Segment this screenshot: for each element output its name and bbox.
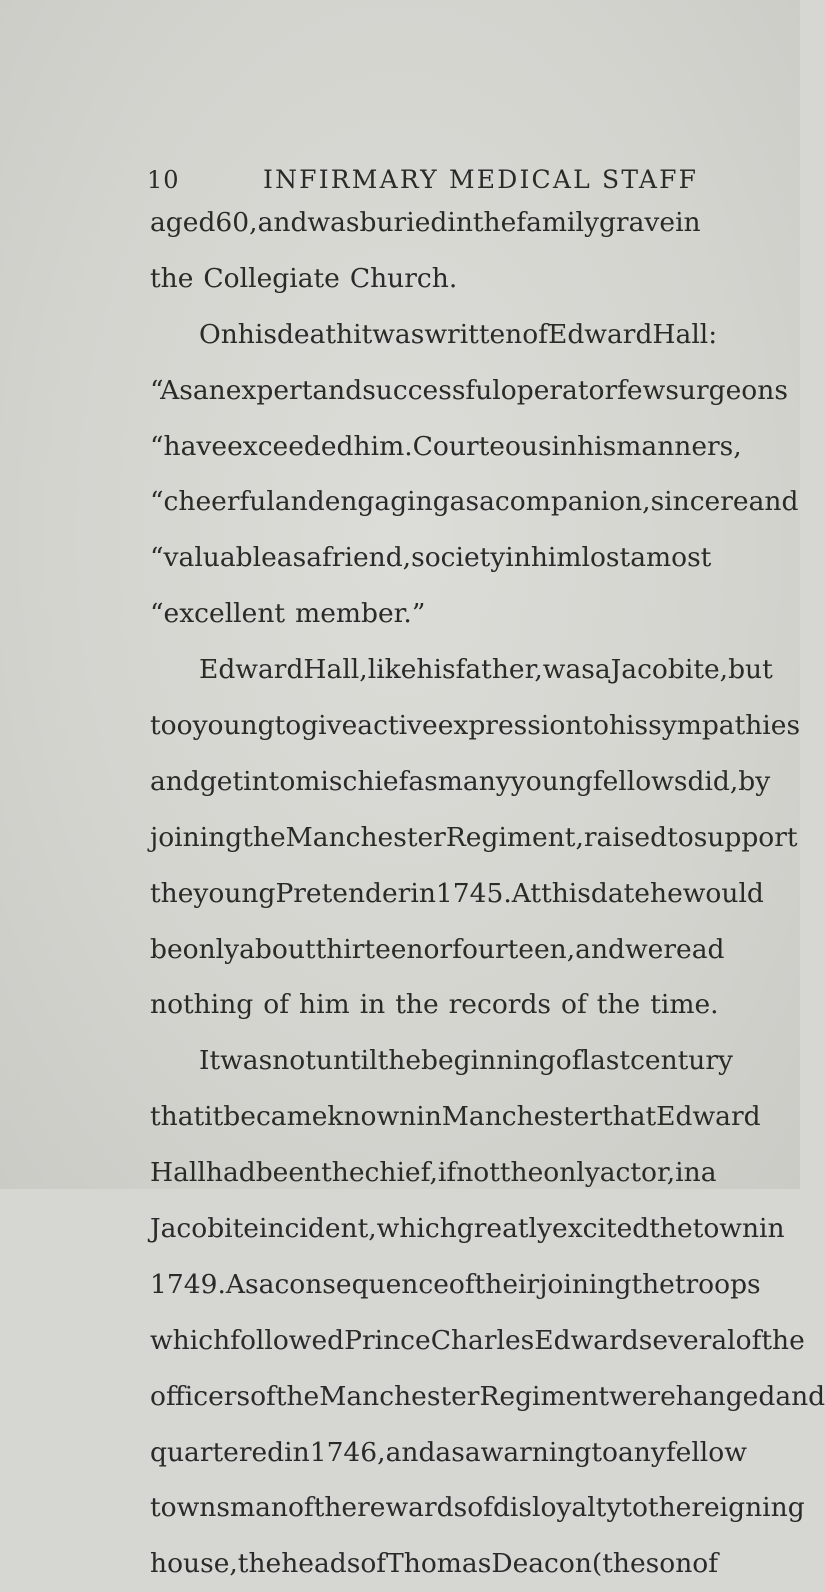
text-line: be only about thirteen or fourteen, and we read [150,933,725,965]
text-line: On his death it was written of Edward Hall: [199,318,718,350]
text-line: quartered in 1746, and as a warning to any fellow [150,1436,747,1468]
text-line: “excellent member.” [150,598,426,630]
text-line: townsman of the rewards of disloyalty to the reigning [150,1492,805,1524]
text-line: “have exceeded him. Courteous in his manners, [150,430,742,462]
text-line: house, the heads of Thomas Deacon (the son of [150,1548,719,1580]
page-header [147,160,699,200]
text-line: Edward Hall, like his father, was a Jacobite, but [199,654,773,686]
text-line: It was not until the beginning of last century [199,1045,734,1077]
text-line: that it became known in Manchester that Edward [150,1101,761,1133]
text-line: 1749. As a consequence of their joining the troops [150,1268,761,1300]
text-line: and get into mischief as many young fellows did, by [150,765,771,797]
text-line: “valuable as a friend, society in him lost a most [150,542,712,574]
running-head: INFIRMARY MEDICAL STAFF [263,165,699,194]
text-line: Jacobite incident, which greatly excited the town in [150,1213,785,1245]
text-line: “cheerful and engaging as a companion, sincere and [150,486,799,518]
body-text [150,195,825,1592]
page-number: 10 [147,166,180,194]
text-line: the young Pretender in 1745. At this date he would [150,877,764,909]
text-line: officers of the Manchester Regiment were hanged and [150,1380,825,1412]
text-line: aged 60, and was buried in the family grave in [150,207,701,238]
text-line: too young to give active expression to his sympathies [150,710,801,742]
text-line: Hall had been the chief, if not the only actor, in a [150,1157,717,1189]
text-line: nothing of him in the records of the time. [150,989,719,1021]
text-line: “As an expert and successful operator few surgeons [150,374,788,406]
text-line: which followed Prince Charles Edward several of the [150,1324,805,1356]
text-line: the Collegiate Church. [150,262,458,294]
text-line: joining the Manchester Regiment, raised to support [150,821,798,853]
